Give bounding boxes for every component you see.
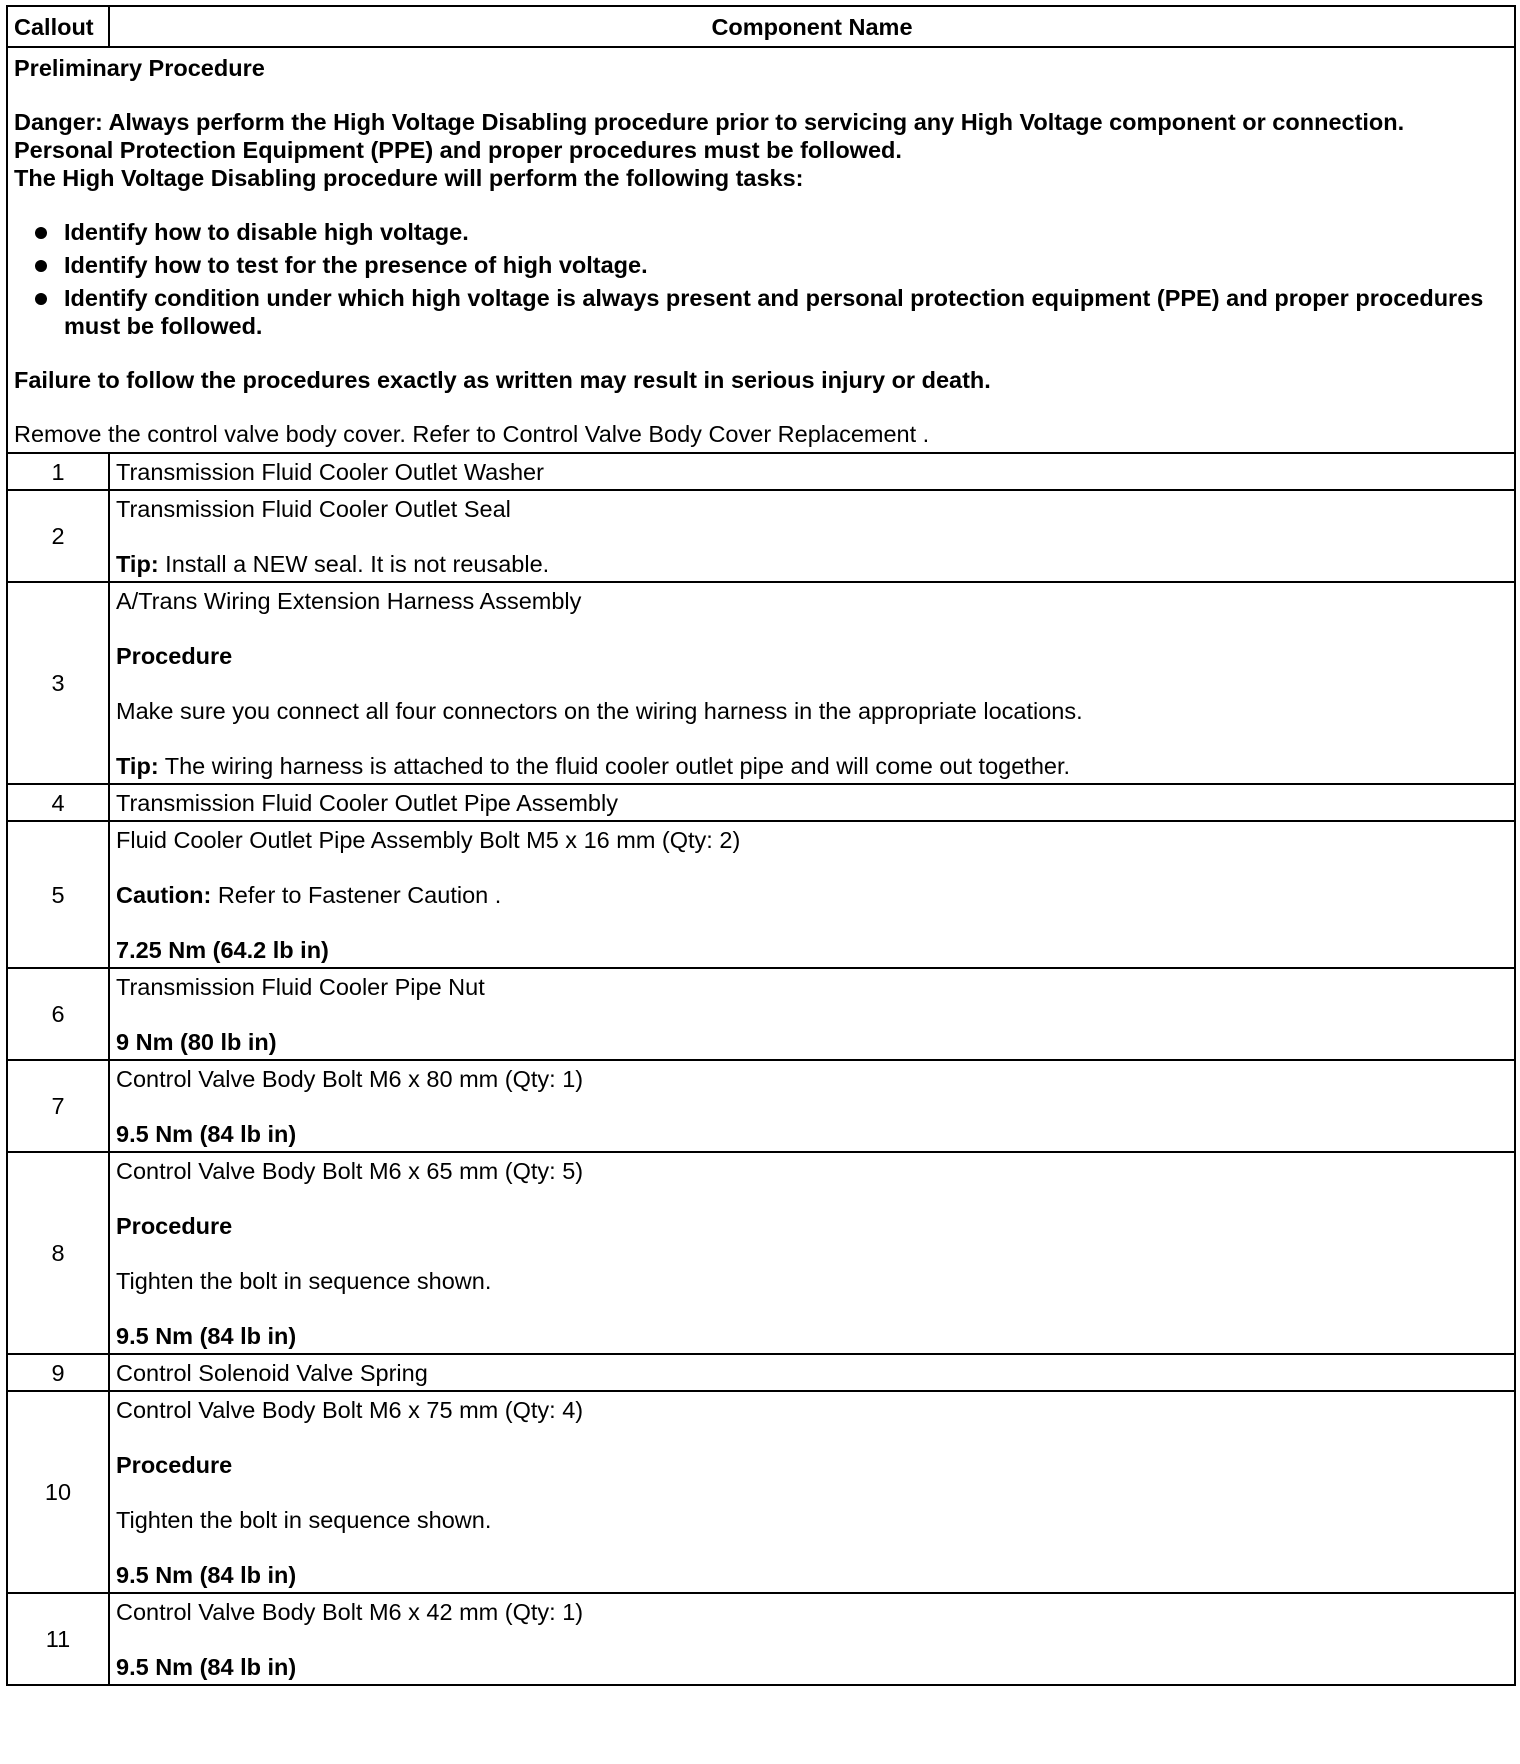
table-row [7, 490, 1515, 582]
component-table [6, 5, 1516, 1686]
component-cell [109, 968, 1515, 1060]
callout-number: 7 [7, 1060, 109, 1152]
component-cell [109, 1060, 1515, 1152]
list-item: Identify condition under which high voltage is always present and personal protection equipment (PPE) and proper procedures must be followed. [14, 284, 1508, 340]
header-row [7, 6, 1515, 47]
component-cell [109, 1391, 1515, 1593]
tip-text: The wiring harness is attached to the fluid cooler outlet pipe and will come out together. [158, 753, 1071, 779]
torque-spec: 9.5 Nm (84 lb in) [116, 1654, 297, 1680]
callout-number: 2 [7, 490, 109, 582]
bullet-icon [35, 227, 47, 239]
caution-label: Caution: [116, 882, 212, 908]
procedure-heading: Procedure [116, 1213, 233, 1239]
torque-spec: 9.5 Nm (84 lb in) [116, 1562, 297, 1588]
component-cell [109, 1354, 1515, 1391]
table-row [7, 1593, 1515, 1685]
procedure-text: Make sure you connect all four connectors on the wiring harness in the appropriate locations. [116, 698, 1083, 724]
callout-number: 8 [7, 1152, 109, 1354]
component-cell [109, 1593, 1515, 1685]
callout-number: 6 [7, 968, 109, 1060]
component-cell [109, 490, 1515, 582]
component-cell [109, 784, 1515, 821]
callout-number: 10 [7, 1391, 109, 1593]
callout-number: 4 [7, 784, 109, 821]
preliminary-cell [7, 47, 1515, 453]
list-item: Identify how to disable high voltage. [14, 218, 1508, 246]
torque-spec: 9 Nm (80 lb in) [116, 1029, 277, 1055]
danger-line-3: The High Voltage Disabling procedure will perform the following tasks: [14, 165, 804, 191]
component-name: A/Trans Wiring Extension Harness Assembly [116, 588, 582, 614]
callout-number: 9 [7, 1354, 109, 1391]
callout-header: Callout [7, 6, 109, 47]
component-cell [109, 821, 1515, 968]
component-name: Transmission Fluid Cooler Outlet Washer [116, 459, 544, 485]
table-row [7, 784, 1515, 821]
component-name: Control Valve Body Bolt M6 x 80 mm (Qty: 1) [116, 1066, 584, 1092]
bullet-icon [35, 260, 47, 272]
component-name: Control Valve Body Bolt M6 x 75 mm (Qty: 4) [116, 1397, 584, 1423]
task-list [14, 218, 1508, 340]
table-row [7, 453, 1515, 490]
warning-text: Failure to follow the procedures exactly as written may result in serious injury or death. [14, 367, 991, 393]
procedure-heading: Procedure [116, 643, 233, 669]
component-cell [109, 453, 1515, 490]
caution-note [116, 881, 1508, 909]
table-row [7, 821, 1515, 968]
preliminary-step: Remove the control valve body cover. Refer to Control Valve Body Cover Replacement . [14, 421, 930, 447]
list-item: Identify how to test for the presence of high voltage. [14, 251, 1508, 279]
tip-text: Install a NEW seal. It is not reusable. [158, 551, 550, 577]
component-cell [109, 1152, 1515, 1354]
callout-number: 1 [7, 453, 109, 490]
component-name: Control Valve Body Bolt M6 x 65 mm (Qty: 5) [116, 1158, 584, 1184]
tip-note [116, 550, 1508, 578]
procedure-text: Tighten the bolt in sequence shown. [116, 1268, 492, 1294]
table-row [7, 968, 1515, 1060]
callout-number: 11 [7, 1593, 109, 1685]
danger-line-2: Personal Protection Equipment (PPE) and proper procedures must be followed. [14, 137, 902, 163]
component-name: Control Solenoid Valve Spring [116, 1360, 428, 1386]
callout-number: 5 [7, 821, 109, 968]
component-name: Control Valve Body Bolt M6 x 42 mm (Qty: 1) [116, 1599, 584, 1625]
component-name-header: Component Name [109, 6, 1515, 47]
component-name: Fluid Cooler Outlet Pipe Assembly Bolt M5 x 16 mm (Qty: 2) [116, 827, 741, 853]
preliminary-title: Preliminary Procedure [14, 55, 265, 81]
torque-spec: 9.5 Nm (84 lb in) [116, 1323, 297, 1349]
torque-spec: 9.5 Nm (84 lb in) [116, 1121, 297, 1147]
tip-note [116, 752, 1508, 780]
procedure-text: Tighten the bolt in sequence shown. [116, 1507, 492, 1533]
table-row [7, 1391, 1515, 1593]
component-name: Transmission Fluid Cooler Outlet Pipe Assembly [116, 790, 618, 816]
callout-number: 3 [7, 582, 109, 784]
component-table-container [6, 5, 1514, 1686]
danger-line-1: Danger: Always perform the High Voltage Disabling procedure prior to servicing any High Voltage component or connection. [14, 109, 1405, 135]
component-name: Transmission Fluid Cooler Pipe Nut [116, 974, 485, 1000]
bullet-icon [35, 293, 47, 305]
table-row [7, 1354, 1515, 1391]
torque-spec: 7.25 Nm (64.2 lb in) [116, 937, 329, 963]
tip-label: Tip: [116, 753, 159, 779]
table-row [7, 582, 1515, 784]
preliminary-row [7, 47, 1515, 453]
procedure-heading: Procedure [116, 1452, 233, 1478]
component-cell [109, 582, 1515, 784]
table-row [7, 1152, 1515, 1354]
table-row [7, 1060, 1515, 1152]
tip-label: Tip: [116, 551, 159, 577]
caution-text: Refer to Fastener Caution . [211, 882, 502, 908]
component-name: Transmission Fluid Cooler Outlet Seal [116, 496, 511, 522]
